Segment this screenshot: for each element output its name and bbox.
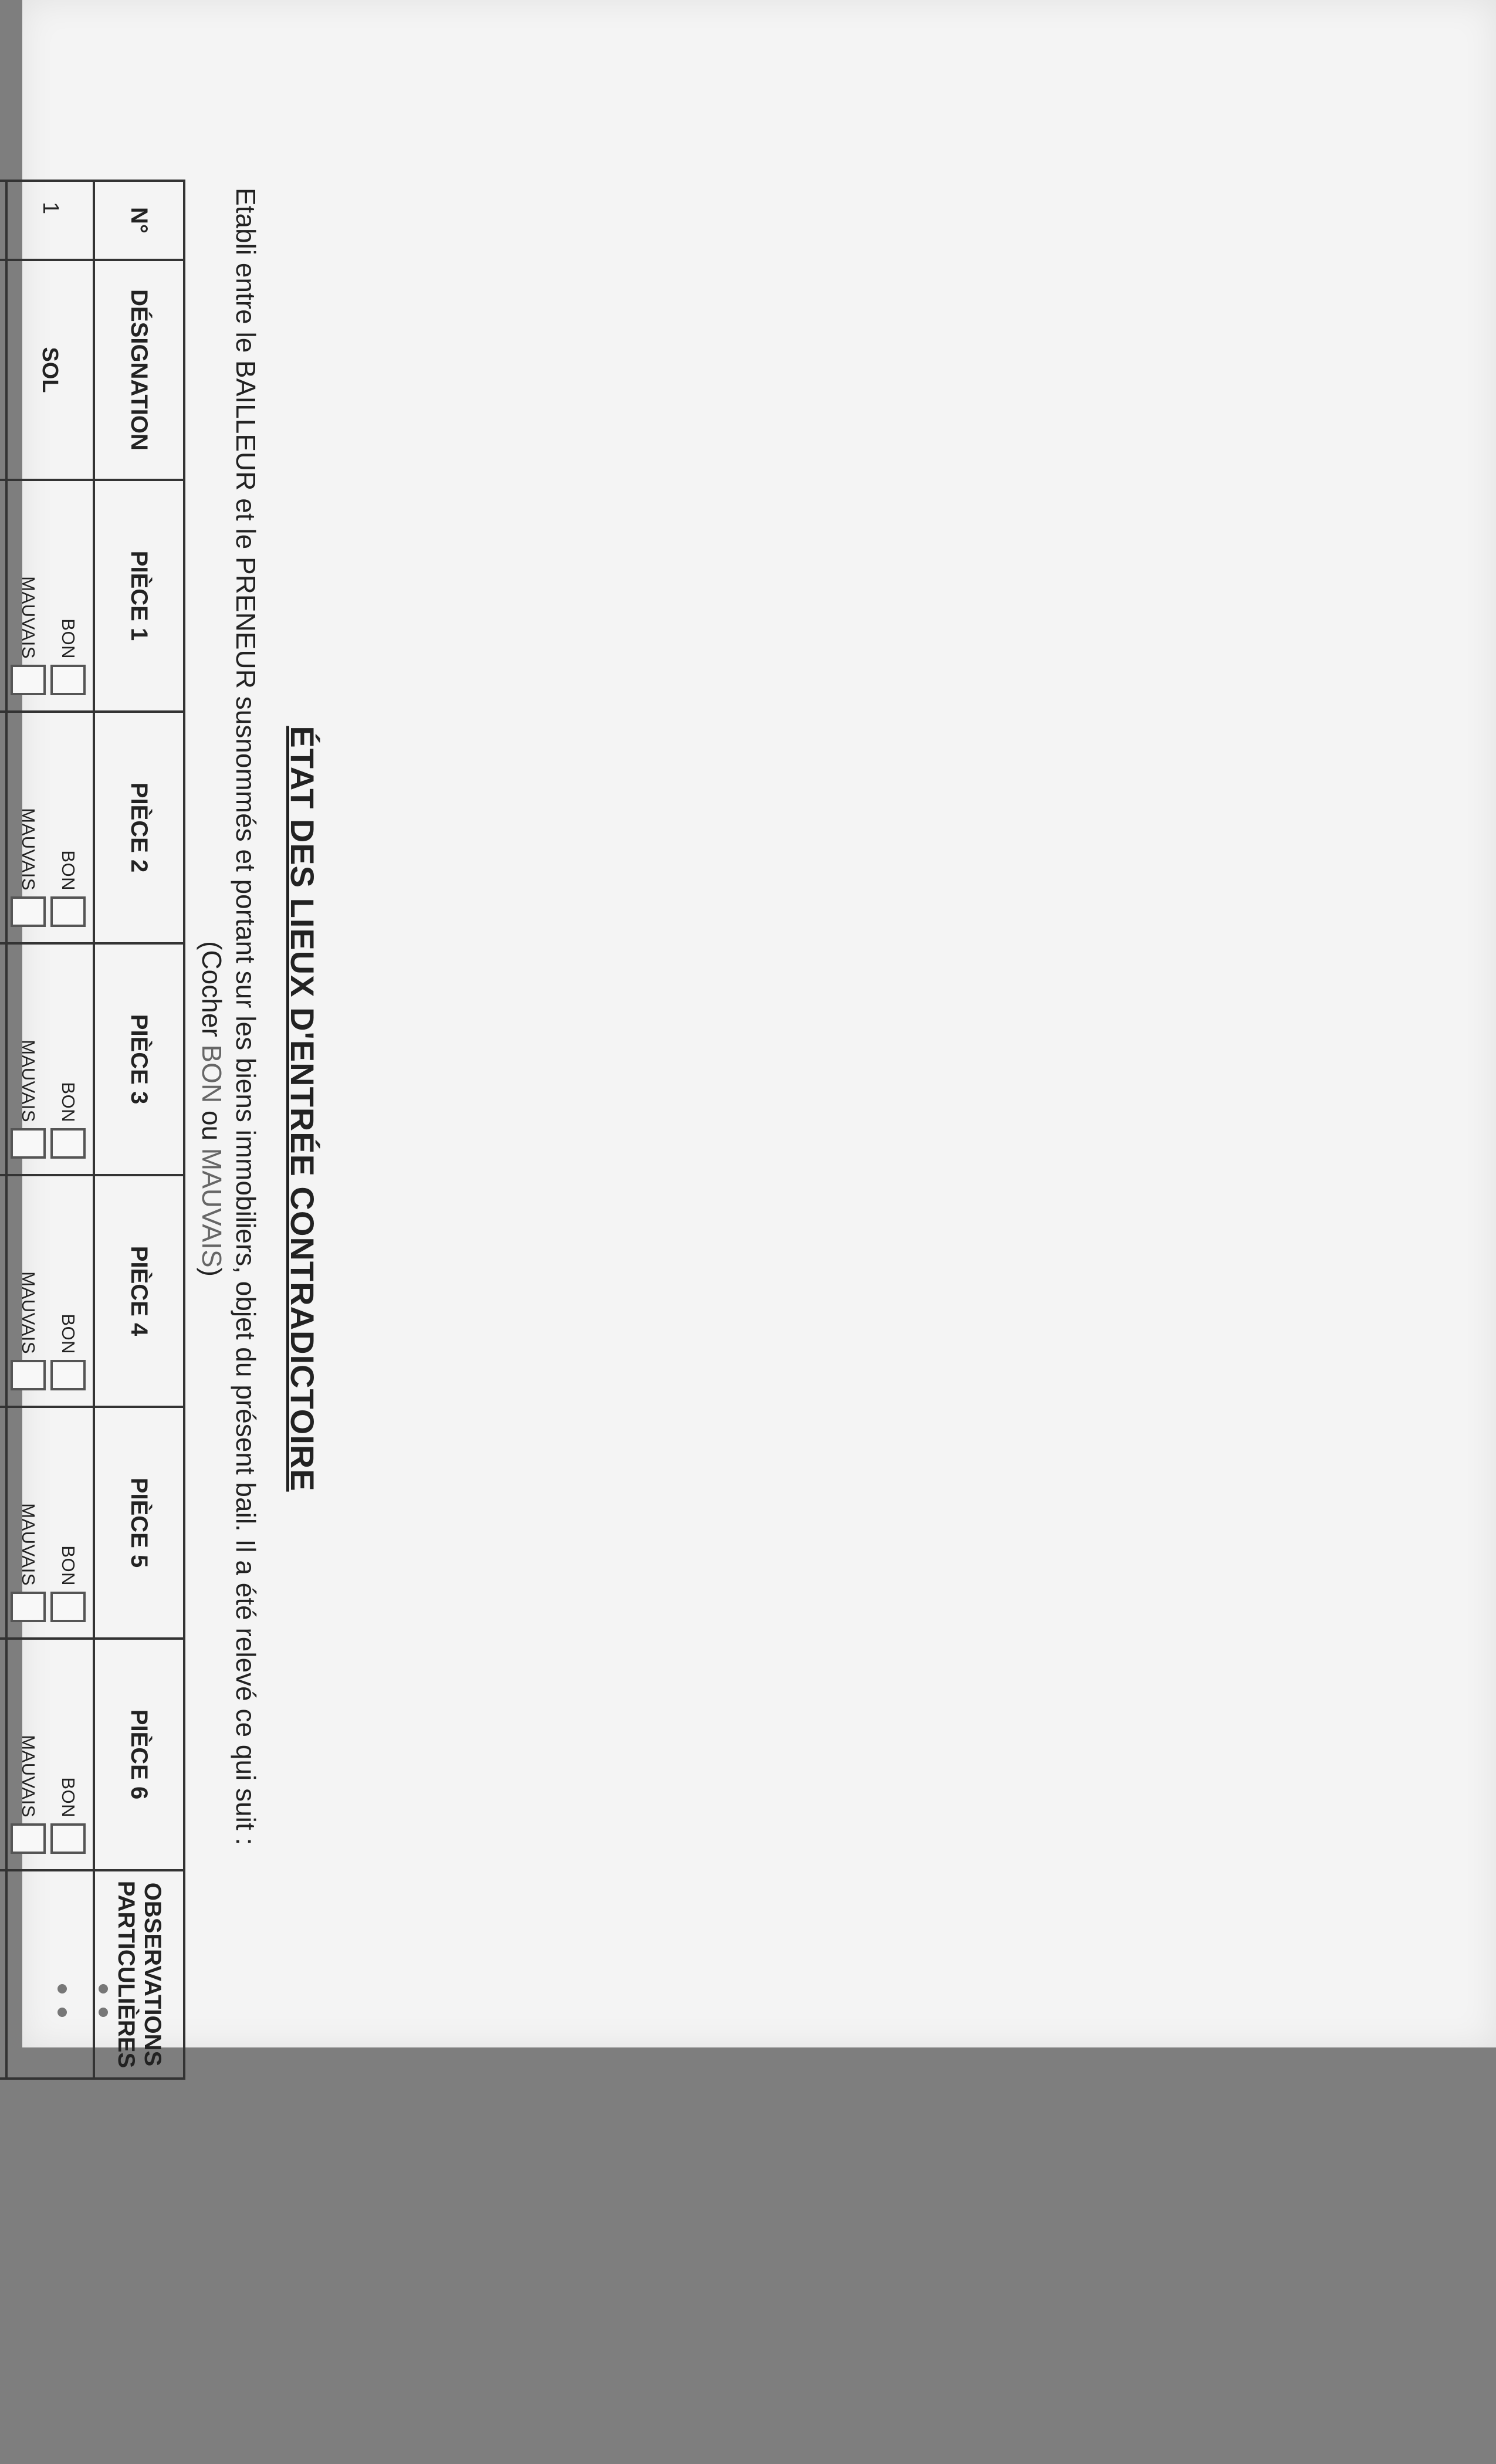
intro-line: Etabli entre le BAILLEUR et le PRENEUR susnommés et portant sur les biens immobiliers, objet du présent bail. Il a été relevé ce qui suit : <box>231 188 261 1846</box>
row-observations[interactable] <box>0 1870 6 2079</box>
scanned-page <box>18 0 1496 2069</box>
option-mauvais <box>11 576 46 695</box>
table-body <box>0 181 94 2079</box>
checkbox-bon[interactable] <box>50 896 86 927</box>
cocher-ou: ou <box>197 1110 227 1141</box>
condition-cell-piece-6 <box>0 1639 6 1870</box>
condition-cell-piece-1 <box>6 480 94 712</box>
option-mauvais <box>11 1040 46 1159</box>
condition-cell-piece-5 <box>6 1407 94 1639</box>
header-designation: DÉSIGNATION <box>94 260 184 480</box>
condition-cell-piece-4 <box>0 1175 6 1407</box>
intro-text <box>229 188 263 2030</box>
option-mauvais <box>11 1503 46 1622</box>
label-bon: BON <box>58 1545 79 1586</box>
condition-cell-piece-5 <box>0 1407 6 1639</box>
option-mauvais <box>11 1271 46 1390</box>
condition-cell-piece-3 <box>0 943 6 1175</box>
label-bon: BON <box>58 1777 79 1817</box>
label-mauvais: MAUVAIS <box>18 1271 39 1354</box>
condition-cell-piece-1 <box>0 480 6 712</box>
condition-cell-piece-2 <box>0 712 6 943</box>
option-bon <box>50 1545 86 1622</box>
condition-cell-piece-2 <box>6 712 94 943</box>
label-bon: BON <box>58 850 79 891</box>
document-title: ÉTAT DES LIEUX D'ENTRÉE CONTRADICTOIRE <box>284 726 321 1492</box>
cocher-mauvais: MAUVAIS <box>197 1148 227 1268</box>
label-bon: BON <box>58 1314 79 1354</box>
row-number <box>0 181 6 260</box>
label-mauvais: MAUVAIS <box>18 576 39 659</box>
checkbox-mauvais[interactable] <box>11 896 46 927</box>
cocher-instruction <box>196 176 228 2042</box>
checkbox-bon[interactable] <box>50 1823 86 1854</box>
label-bon: BON <box>58 1082 79 1122</box>
row-designation: SOL <box>6 260 94 480</box>
header-piece-2: PIÈCE 2 <box>94 712 184 943</box>
checkbox-mauvais[interactable] <box>11 665 46 695</box>
header-piece-5: PIÈCE 5 <box>94 1407 184 1639</box>
table-row <box>0 181 6 2079</box>
header-piece-6: PIÈCE 6 <box>94 1639 184 1870</box>
checkbox-bon[interactable] <box>50 1360 86 1390</box>
checkbox-mauvais[interactable] <box>11 1128 46 1159</box>
row-number: 1 <box>6 181 94 260</box>
label-mauvais: MAUVAIS <box>18 808 39 891</box>
header-piece-1: PIÈCE 1 <box>94 480 184 712</box>
header-piece-4: PIÈCE 4 <box>94 1175 184 1407</box>
checkbox-mauvais[interactable] <box>11 1823 46 1854</box>
option-bon <box>50 618 86 695</box>
document-content <box>0 176 321 2069</box>
cocher-close: ) <box>197 1267 227 1277</box>
cocher-prefix: (Cocher <box>197 941 227 1037</box>
option-bon <box>50 850 86 927</box>
header-num: N° <box>94 181 184 260</box>
option-mauvais <box>11 808 46 927</box>
condition-cell-piece-6 <box>6 1639 94 1870</box>
condition-cell-piece-3 <box>6 943 94 1175</box>
checkbox-mauvais[interactable] <box>11 1592 46 1622</box>
header-observations: OBSERVATIONS PARTICULIÈRES <box>94 1870 184 2079</box>
checkbox-bon[interactable] <box>50 1592 86 1622</box>
checkbox-bon[interactable] <box>50 665 86 695</box>
label-bon: BON <box>58 618 79 659</box>
label-mauvais: MAUVAIS <box>18 1040 39 1122</box>
option-bon <box>50 1777 86 1854</box>
label-mauvais: MAUVAIS <box>18 1503 39 1586</box>
header-piece-3: PIÈCE 3 <box>94 943 184 1175</box>
label-mauvais: MAUVAIS <box>18 1735 39 1817</box>
option-bon <box>50 1314 86 1390</box>
checkbox-bon[interactable] <box>50 1128 86 1159</box>
table-row <box>6 181 94 2079</box>
table-header-row <box>94 181 184 2079</box>
inventory-table <box>0 180 185 2080</box>
condition-cell-piece-4 <box>6 1175 94 1407</box>
option-bon <box>50 1082 86 1159</box>
cocher-bon: BON <box>197 1044 227 1104</box>
binder-holes-icon <box>45 1971 133 2042</box>
row-designation <box>0 260 6 480</box>
checkbox-mauvais[interactable] <box>11 1360 46 1390</box>
option-mauvais <box>11 1735 46 1854</box>
